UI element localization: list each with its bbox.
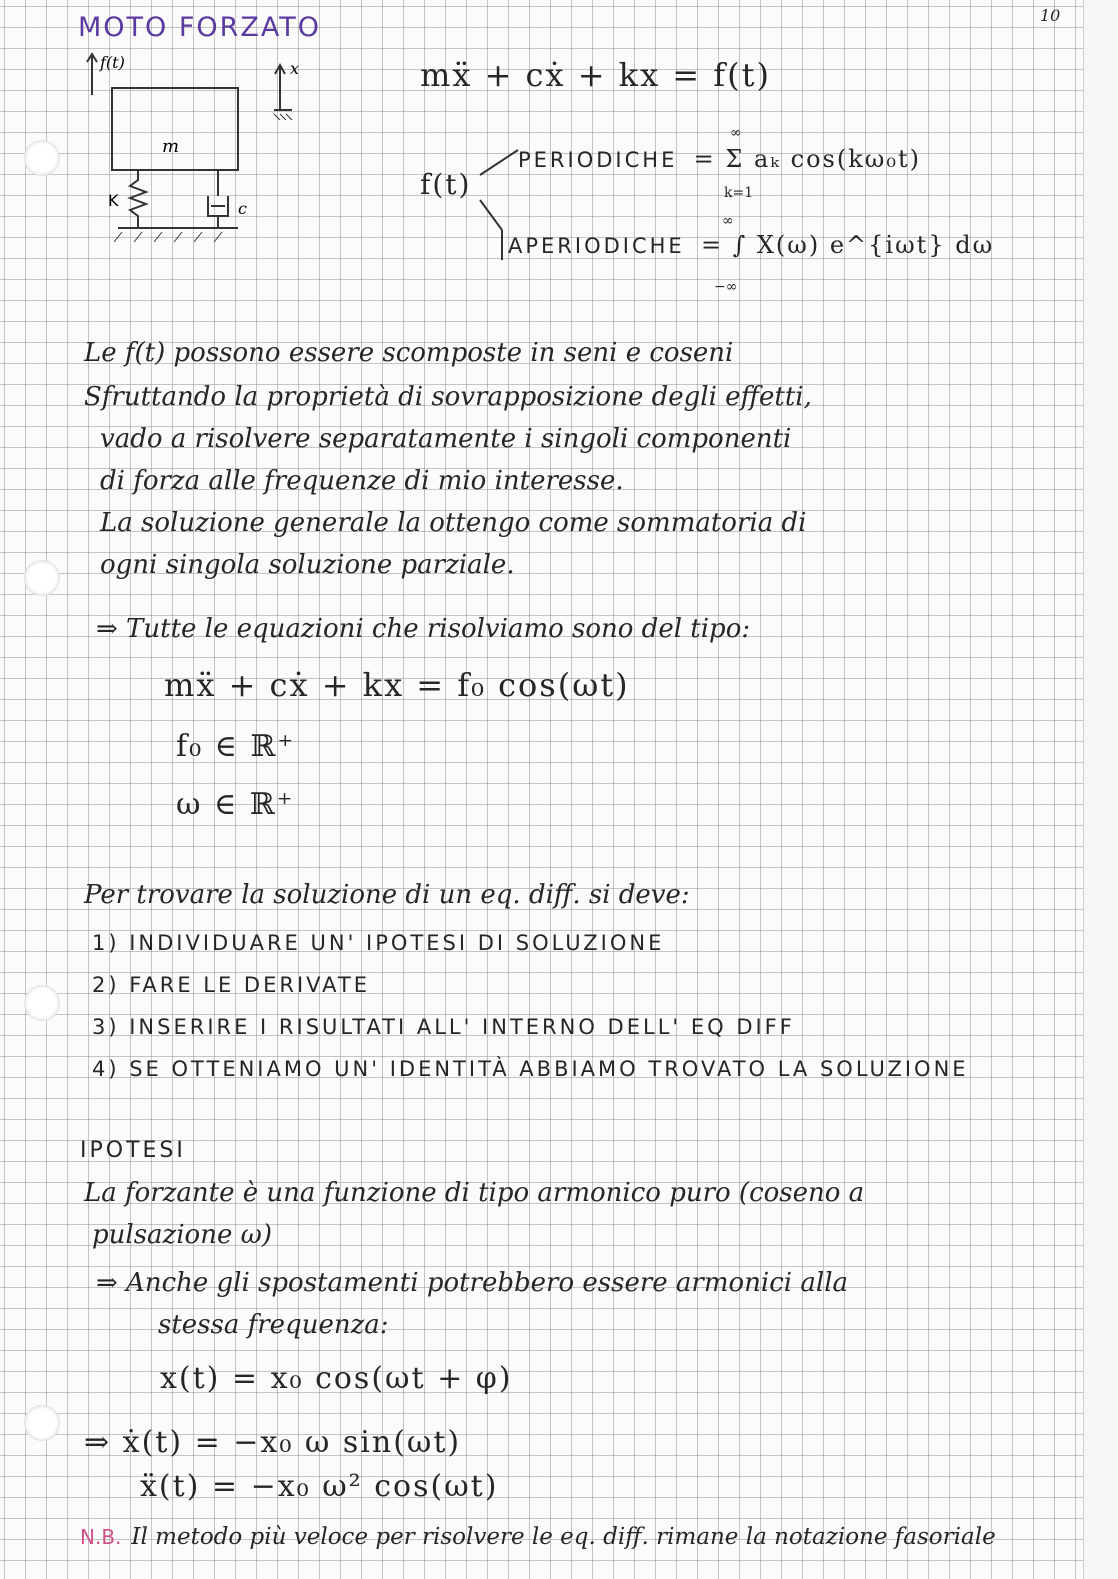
arrow-line: ⇒ Tutte le equazioni che risolviamo sono del tipo: [96, 614, 751, 644]
forced-equation: mẍ + cẋ + kx = f₀ cos(ωt) [164, 666, 630, 704]
ft-label: f(t) [420, 168, 472, 201]
mass-block [112, 88, 238, 170]
hypothesis-title: IPOTESI [80, 1138, 186, 1163]
punch-hole [24, 985, 60, 1021]
mass-label: m [162, 136, 180, 157]
step-item: 4) SE OTTENIAMO UN' IDENTITÀ ABBIAMO TROVATO LA SOLUZIONE [92, 1057, 969, 1081]
paragraph-line: Sfruttando la proprietà di sovrapposizione degli effetti, [84, 382, 812, 412]
paragraph-line: La soluzione generale la ottengo come sommatoria di [100, 508, 807, 538]
aperiodic-label: APERIODICHE [508, 234, 685, 258]
footnote-label: N.B. [80, 1525, 122, 1549]
aperiodic-formula: = ∫ X(ω) e^{iωt} dω [700, 231, 995, 259]
footnote [80, 1522, 996, 1552]
mass-spring-damper-diagram [78, 50, 338, 265]
punch-hole [24, 1405, 60, 1441]
aperiodic-int-top: ∞ [722, 213, 734, 229]
aperiodic-line [508, 230, 994, 261]
hypothesis-line: pulsazione ω) [92, 1220, 272, 1250]
hypothesis-line: stessa frequenza: [158, 1310, 389, 1340]
spring-label: K [108, 191, 119, 210]
periodic-line [518, 144, 921, 175]
omega-domain: ω ∈ ℝ⁺ [176, 787, 295, 822]
step-item: 2) FARE LE DERIVATE [92, 973, 371, 997]
step-item: 3) INSERIRE I RISULTATI ALL' INTERNO DELL' EQ DIFF [92, 1015, 795, 1039]
footnote-text: Il metodo più veloce per risolvere le eq. diff. rimane la notazione fasoriale [131, 1524, 996, 1550]
punch-hole [24, 560, 60, 596]
page-number: 10 [1040, 6, 1061, 25]
hypothesis-line: La forzante è una funzione di tipo armonico puro (coseno a [84, 1178, 865, 1208]
hypothesis-line: ⇒ Anche gli spostamenti potrebbero essere armonici alla [96, 1268, 849, 1298]
paragraph-line: ogni singola soluzione parziale. [100, 550, 515, 580]
step-item: 1) INDIVIDUARE UN' IPOTESI DI SOLUZIONE [92, 931, 665, 955]
periodic-sum-top: ∞ [730, 125, 742, 141]
spring [130, 170, 146, 228]
periodic-formula: = Σ aₖ cos(kω₀t) [693, 145, 921, 173]
f0-domain: f₀ ∈ ℝ⁺ [176, 729, 296, 764]
paragraph-line: Le f(t) possono essere scomposte in seni e coseni [84, 338, 734, 368]
equation-of-motion: mẍ + cẋ + kx = f(t) [420, 56, 771, 94]
paragraph-line: di forza alle frequenze di mio interesse. [100, 466, 624, 496]
punch-hole [24, 140, 60, 176]
procedure-intro: Per trovare la soluzione di un eq. diff. si deve: [84, 880, 690, 910]
periodic-label: PERIODICHE [518, 148, 678, 172]
periodic-sum-bottom: k=1 [724, 185, 754, 201]
page-title: MOTO FORZATO [78, 12, 322, 43]
solution-equation: x(t) = x₀ cos(ωt + φ) [160, 1361, 513, 1396]
aperiodic-int-bottom: −∞ [714, 279, 738, 295]
force-label: f(t) [100, 53, 125, 72]
page-edge [1083, 0, 1118, 1579]
x-axis-label: x [290, 59, 300, 78]
paragraph-line: vado a risolvere separatamente i singoli componenti [100, 424, 792, 454]
damper-label: c [238, 199, 247, 218]
solution-acceleration: ẍ(t) = −x₀ ω² cos(ωt) [140, 1469, 499, 1504]
solution-velocity: ⇒ ẋ(t) = −x₀ ω sin(ωt) [84, 1425, 462, 1460]
